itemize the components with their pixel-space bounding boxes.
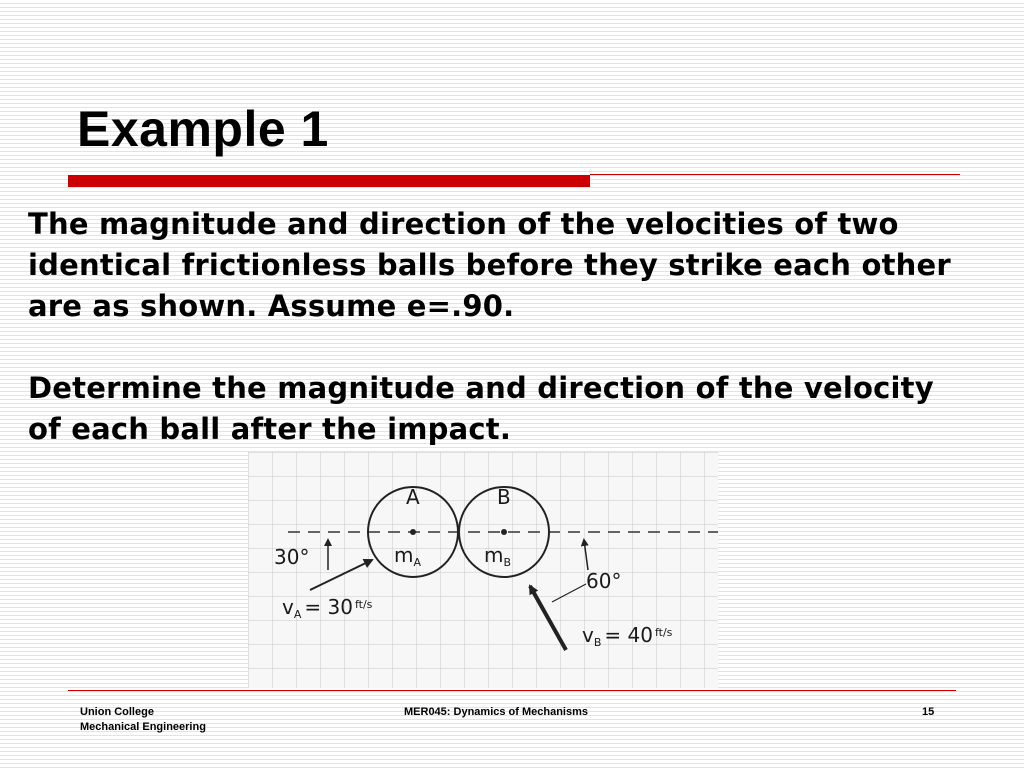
ball-b-mass: $m_B$: [484, 543, 512, 569]
angle-a-label: 30°: [274, 545, 310, 569]
velocity-b-label: $v_B = 40$ $^{ft/s}$: [582, 623, 673, 649]
footer-institution-line2: Mechanical Engineering: [80, 721, 206, 733]
ball-b-label: B: [497, 485, 511, 509]
title-underline-bar: [68, 175, 590, 187]
footer-course: MER045: Dynamics of Mechanisms: [404, 706, 589, 718]
ball-a-mass: $m_A$: [394, 543, 422, 569]
footer-divider: [68, 690, 956, 691]
problem-statement: The magnitude and direction of the velocities of two identical frictionless balls before they strike each other are as shown. Assume e=.90.: [28, 207, 951, 323]
title-underline-line: [590, 174, 960, 175]
footer-institution-line1: Union College: [80, 706, 154, 718]
problem-task: Determine the magnitude and direction of the velocity of each ball after the impact.: [28, 371, 934, 446]
ball-a-label: A: [406, 485, 420, 509]
footer-page-number: 15: [922, 706, 935, 718]
slide-body: [28, 204, 968, 450]
slide-title: Example 1: [77, 101, 329, 157]
ball-a-center: [410, 529, 416, 535]
collision-diagram: [248, 452, 718, 688]
ball-b-center: [501, 529, 507, 535]
velocity-a-label: $v_A = 30$ $^{ft/s}$: [282, 595, 373, 621]
angle-b-label: 60°: [586, 569, 622, 593]
collision-diagram-svg: [248, 452, 718, 688]
graph-paper-grid: [248, 452, 718, 688]
footer-institution: [80, 705, 206, 735]
